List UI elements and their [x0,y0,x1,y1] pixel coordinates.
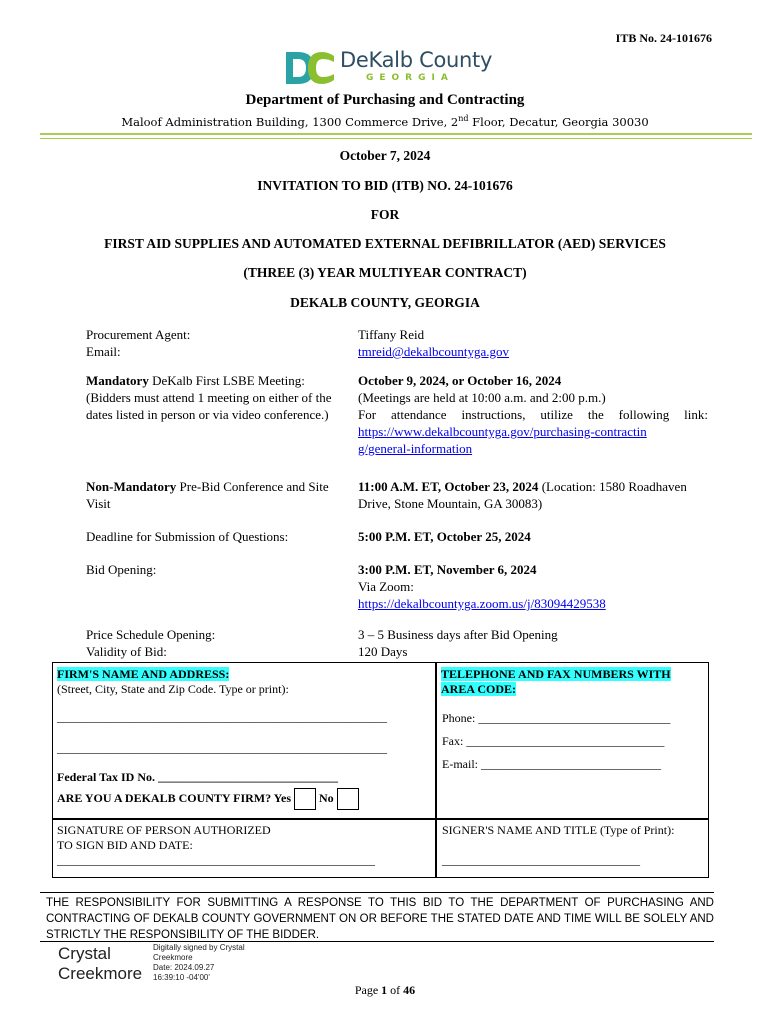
issue-date: October 7, 2024 [339,148,431,163]
address-part: Floor, Decatur, Georgia 30030 [468,114,649,129]
validity-value: 120 Days [358,644,408,659]
signature-name-line: Crystal [58,944,111,963]
phone-field[interactable]: Phone: ________________________________ [442,711,671,725]
responsibility-notice: THE RESPONSIBILITY FOR SUBMITTING A RESPONSE TO THIS BID TO THE DEPARTMENT OF PURCHASING AND CONTRACTING OF DEKALB COUNTY GOVERNMENT ON OR BEFORE THE STATED DATE AND TIME WILL BE SOLELY AND STRICTLY THE RESPONSIBILITY OF THE BIDDER. [46,897,714,941]
agent-email-link[interactable]: tmreid@dekalbcountyga.gov [358,344,509,359]
bid-opening-values [358,561,718,612]
lsbe-values [358,372,708,457]
via-zoom-label: Via Zoom: [358,579,414,594]
prebid-value [358,478,718,512]
prebid-location: (Location: 1580 Roadhaven Drive, Stone Mountain, GA 30083) [358,479,687,511]
bid-opening-time: 3:00 P.M. ET, November 6, 2024 [358,562,537,577]
dekalb-firm-question [57,788,359,810]
notice-bottom-rule [40,941,714,942]
lsbe-instructions: For attendance instructions, utilize the following link: [358,407,708,422]
procurement-agent-name: Tiffany Reid [358,327,425,342]
firm-heading-block [57,667,289,697]
header-divider [40,138,752,139]
firm-hint: (Street, City, State and Zip Code. Type or print): [57,682,289,696]
lsbe-label [86,372,348,423]
lsbe-label-note: (Bidders must attend 1 meeting on either of the dates listed in person or via video conference.) [86,390,332,422]
phone-heading-block [441,667,691,697]
lsbe-times: (Meetings are held at 10:00 a.m. and 2:00 p.m.) [358,390,606,405]
digital-signature-name [58,944,142,984]
procurement-agent-label: Procurement Agent: [86,327,191,342]
zoom-link[interactable]: https://dekalbcountyga.zoom.us/j/83094429538 [358,596,606,611]
signature-meta-line: Date: 2024.09.27 [153,963,215,972]
signature-label-line: SIGNATURE OF PERSON AUTHORIZED [57,823,271,837]
signature-field[interactable]: _____________________________________________________ [57,853,375,867]
agent-labels [86,326,346,360]
questions-deadline-label: Deadline for Submission of Questions: [86,529,289,544]
fax-field[interactable]: Fax: _________________________________ [442,734,665,748]
page-number [0,983,770,998]
signature-name-line: Creekmore [58,964,143,983]
firm-name-heading: FIRM'S NAME AND ADDRESS: [57,667,230,681]
page-total: 46 [403,983,416,997]
agent-values [358,326,718,360]
bid-subject: FIRST AID SUPPLIES AND AUTOMATED EXTERNAL DEFIBRILLATOR (AED) SERVICES [104,236,666,251]
no-label: No [319,790,334,805]
lsbe-info-link[interactable]: https://www.dekalbcountyga.gov/purchasing-contracting/general-information [358,424,647,456]
itb-number: ITB No. 24-101676 [615,31,712,45]
no-checkbox[interactable] [337,788,359,810]
lsbe-dates: October 9, 2024, or October 16, 2024 [358,373,562,388]
federal-tax-id-field[interactable]: Federal Tax ID No. ______________________________ [57,770,339,784]
signature-label [57,823,271,853]
lsbe-label-text: DeKalb First LSBE Meeting: [148,373,305,388]
prebid-label-text: Pre-Bid Conference and Site Visit [86,479,329,511]
page-prefix: Page [354,983,382,997]
dc-logo-mark-icon [284,48,338,88]
prebid-label [86,478,336,512]
signature-meta-line: Creekmore [153,953,193,962]
address-superscript: nd [458,114,469,123]
notice-top-rule [40,892,714,893]
signer-name-label: SIGNER'S NAME AND TITLE (Type of Print): [442,823,675,837]
email-field[interactable]: E-mail: ______________________________ [442,757,661,771]
price-schedule-label: Price Schedule Opening: [86,627,216,642]
questions-deadline-value: 5:00 P.M. ET, October 25, 2024 [358,529,531,544]
logo-subtitle: GEORGIA [366,73,454,83]
for-label: FOR [370,207,400,222]
digital-signature-meta [153,943,245,983]
firm-address-field[interactable]: _______________________________________________________ [57,741,387,755]
dekalb-firm-question-text: ARE YOU A DEKALB COUNTY FIRM? Yes [57,790,292,805]
address-part: Maloof Administration Building, 1300 Commerce Drive, 2 [121,114,459,129]
header-divider [40,133,752,135]
county-name: DEKALB COUNTY, GEORGIA [290,295,480,310]
logo-name: DeKalb County [340,48,493,72]
email-label: Email: [86,344,121,359]
page-of: of [387,983,404,997]
signature-label-line: TO SIGN BID AND DATE: [57,838,193,852]
itb-title: INVITATION TO BID (ITB) NO. 24-101676 [257,178,513,193]
price-validity-labels [86,626,215,660]
signer-name-field[interactable]: _________________________________ [442,853,640,867]
page-current: 1 [381,983,388,997]
dekalb-county-logo [284,48,504,88]
contract-term: (THREE (3) YEAR MULTIYEAR CONTRACT) [243,265,527,280]
validity-label: Validity of Bid: [86,644,167,659]
signature-meta-line: 16:39:10 -04'00' [153,973,210,982]
signature-meta-line: Digitally signed by Crystal [153,943,245,952]
prebid-time: 11:00 A.M. ET, October 23, 2024 [358,479,539,494]
bid-opening-label: Bid Opening: [86,562,157,577]
non-mandatory-label: Non-Mandatory [86,479,177,494]
mandatory-label: Mandatory [86,373,149,388]
yes-checkbox[interactable] [294,788,316,810]
department-address [0,114,770,129]
department-title: Department of Purchasing and Contracting [245,92,525,108]
phone-fax-heading: TELEPHONE AND FAX NUMBERS WITH AREA CODE: [441,667,671,696]
price-schedule-value: 3 – 5 Business days after Bid Opening [358,627,558,642]
price-validity-values [358,626,558,660]
firm-name-field[interactable]: _______________________________________________________ [57,710,387,724]
